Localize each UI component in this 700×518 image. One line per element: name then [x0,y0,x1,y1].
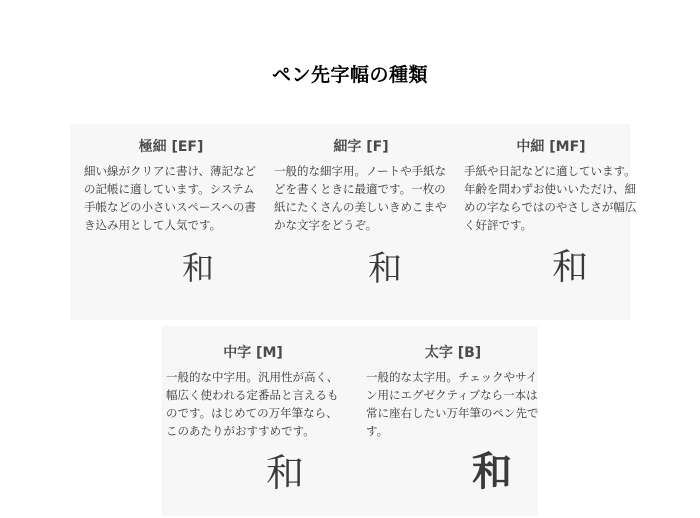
page-title: ペン先字幅の種類 [271,64,428,86]
nib-card-b [366,342,540,440]
nib-card-description: 一般的な中字用。汎用性が高く、幅広く使われる定番品と言えるものです。はじめての万年筆なら、このあたりがおすすめです。 [166,370,339,438]
nib-card-description: 細い線がクリアに書け、薄記などの記帳に適しています。システム手帳などの小さいスペースへの書き込み用として人気です。 [84,164,257,232]
sample-character: 和 [472,448,512,495]
nib-card-ef [84,136,258,234]
sample-character: 和 [552,247,589,288]
nib-card-title: 極細 [EF] [138,139,204,155]
nib-card-mf [464,136,638,234]
nib-card-title: 中細 [MF] [516,139,586,155]
nib-card-m [166,342,340,440]
nib-card-f [274,136,448,234]
nib-card-description: 一般的な太字用。チェックやサイン用にエグゼクティブなら一本は常に座右したい万年筆のペン先です。 [366,370,539,438]
sample-character: 和 [182,249,215,287]
nib-card-description: 手紙や日記などに適しています。年齢を問わずお使いいただけ、細めの字ならではのやさしさが幅広く好評です。 [464,164,637,232]
sample-character: 和 [266,451,305,495]
nib-card-title: 太字 [B] [424,345,482,361]
nib-card-title: 中字 [M] [223,345,283,361]
sample-character: 和 [368,249,402,289]
nib-card-description: 一般的な細字用。ノートや手紙などを書くときに最適です。一枚の紙にたくさんの美しいきめこまやかな文字をどうぞ。 [274,164,447,232]
nib-card-title: 細字 [F] [333,139,389,155]
